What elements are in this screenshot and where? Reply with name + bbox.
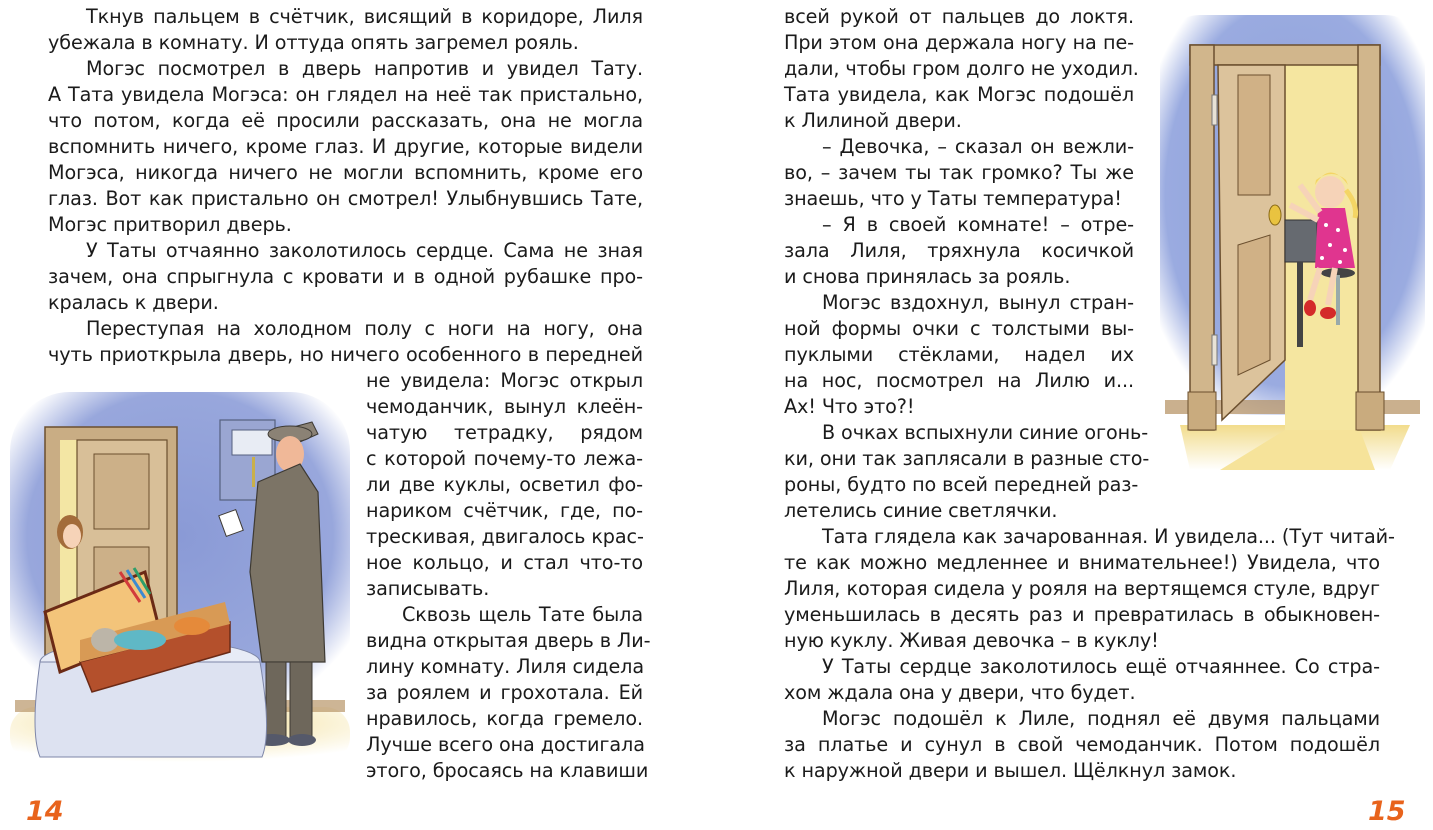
text-line: ное кольцо, и стал что-то bbox=[366, 551, 643, 574]
illustration-meter-reader bbox=[0, 372, 360, 772]
text-line: дали, чтобы гром долго не уходил. bbox=[784, 57, 1139, 80]
text-line: кралась к двери. bbox=[48, 291, 219, 314]
text-line: Тата увидела, как Могэс подошёл bbox=[784, 83, 1134, 106]
text-line: лину комнату. Лиля сидела bbox=[366, 655, 644, 678]
text-line: видна открытая дверь в Ли- bbox=[366, 629, 651, 652]
text-line: вспомнить ничего, кроме глаз. И другие, которые видели bbox=[48, 135, 643, 158]
text-line: Могэс притворил дверь. bbox=[48, 213, 292, 236]
text-line: к Лилиной двери. bbox=[784, 109, 962, 132]
text-line: чатую тетрадку, рядом bbox=[366, 421, 643, 444]
text-line: Переступая на холодном полу с ноги на ногу, она bbox=[86, 317, 643, 340]
text-line: У Таты отчаянно заколотилось сердце. Сама не зная bbox=[86, 239, 643, 262]
text-line: нравилось, когда гремело. bbox=[366, 707, 643, 730]
text-line: на нос, посмотрел на Лилю и... bbox=[784, 369, 1134, 392]
text-line: не увидела: Могэс открыл bbox=[366, 369, 643, 392]
illustration-girl-at-piano bbox=[1150, 0, 1433, 480]
text-line: во, – зачем ты так громко? Ты же bbox=[784, 161, 1134, 184]
text-line: что потом, когда её просили рассказать, она не могла bbox=[48, 109, 643, 132]
text-line: При этом она держала ногу на пе- bbox=[784, 31, 1134, 54]
page-number: 14 bbox=[26, 796, 64, 827]
text-line: зала Лиля, тряхнула косичкой bbox=[784, 239, 1134, 262]
text-line: этого, бросаясь на клавиши bbox=[366, 759, 649, 782]
text-line: всей рукой от пальцев до локтя. bbox=[784, 5, 1134, 28]
text-line: ли две куклы, осветил фо- bbox=[366, 473, 643, 496]
text-line: нариком счётчик, где, по- bbox=[366, 499, 643, 522]
text-line: Могэс посмотрел в дверь напротив и увидел Тату. bbox=[86, 57, 643, 80]
text-line: чемоданчик, вынул клеён- bbox=[366, 395, 643, 418]
text-line: за роялем и грохотала. Ей bbox=[366, 681, 643, 704]
text-line: убежала в комнату. И оттуда опять загремел рояль. bbox=[48, 31, 579, 54]
text-line: Сквозь щель Тате была bbox=[402, 603, 643, 626]
text-line: записывать. bbox=[366, 577, 490, 600]
text-line: Ткнув пальцем в счётчик, висящий в коридоре, Лиля bbox=[86, 5, 643, 28]
text-line: Могэса, никогда ничего не могли вспомнить, кроме его bbox=[48, 161, 643, 184]
text-line: У Таты сердце заколотилось ещё отчаяннее. Со стра- bbox=[822, 655, 1380, 678]
text-line: ной формы очки с толстыми вы- bbox=[784, 317, 1134, 340]
text-line: – Я в своей комнате! – отре- bbox=[822, 213, 1134, 236]
text-line: те как можно медленнее и внимательнее!) Увидела, что bbox=[784, 551, 1380, 574]
text-line: летелись синие светлячки. bbox=[784, 499, 1058, 522]
text-line: роны, будто по всей передней раз- bbox=[784, 473, 1139, 496]
text-line: к наружной двери и вышел. Щёлкнул замок. bbox=[784, 759, 1237, 782]
text-line: и снова принялась за рояль. bbox=[784, 265, 1071, 288]
text-line: чуть приоткрыла дверь, но ничего особенного в передней bbox=[48, 343, 643, 366]
text-line: Тата глядела как зачарованная. И увидела... (Тут читай- bbox=[822, 525, 1395, 548]
right-page bbox=[717, 0, 1433, 830]
text-line: за платье и сунул в свой чемоданчик. Потом подошёл bbox=[784, 733, 1380, 756]
text-line: В очках вспыхнули синие огонь- bbox=[822, 421, 1149, 444]
text-line: хом ждала она у двери, что будет. bbox=[784, 681, 1136, 704]
text-line: Лиля, которая сидела у рояля на вертящемся стуле, вдруг bbox=[784, 577, 1380, 600]
text-line: – Девочка, – сказал он вежли- bbox=[822, 135, 1134, 158]
text-line: знаешь, что у Таты температура! bbox=[784, 187, 1122, 210]
text-line: Могэс подошёл к Лиле, поднял её двумя пальцами bbox=[822, 707, 1380, 730]
text-line: трескивая, двигалось крас- bbox=[366, 525, 644, 548]
text-line: глаз. Вот как пристально он смотрел! Улыбнувшись Тате, bbox=[48, 187, 643, 210]
text-line: с которой почему-то лежа- bbox=[366, 447, 643, 470]
text-line: А Тата увидела Могэса: он глядел на неё так пристально, bbox=[48, 83, 643, 106]
text-line: ную куклу. Живая девочка – в куклу! bbox=[784, 629, 1159, 652]
text-line: пуклыми стёклами, надел их bbox=[784, 343, 1134, 366]
page-number: 15 bbox=[1368, 796, 1406, 827]
text-line: Могэс вздохнул, вынул стран- bbox=[822, 291, 1134, 314]
left-page bbox=[0, 0, 716, 830]
text-line: Ах! Что это?! bbox=[784, 395, 915, 418]
text-line: зачем, она спрыгнула с кровати и в одной рубашке про- bbox=[48, 265, 643, 288]
text-line: Лучше всего она достигала bbox=[366, 733, 645, 756]
text-line: ки, они так заплясали в разные сто- bbox=[784, 447, 1150, 470]
text-line: уменьшилась в десять раз и превратилась в обыкновен- bbox=[784, 603, 1380, 626]
